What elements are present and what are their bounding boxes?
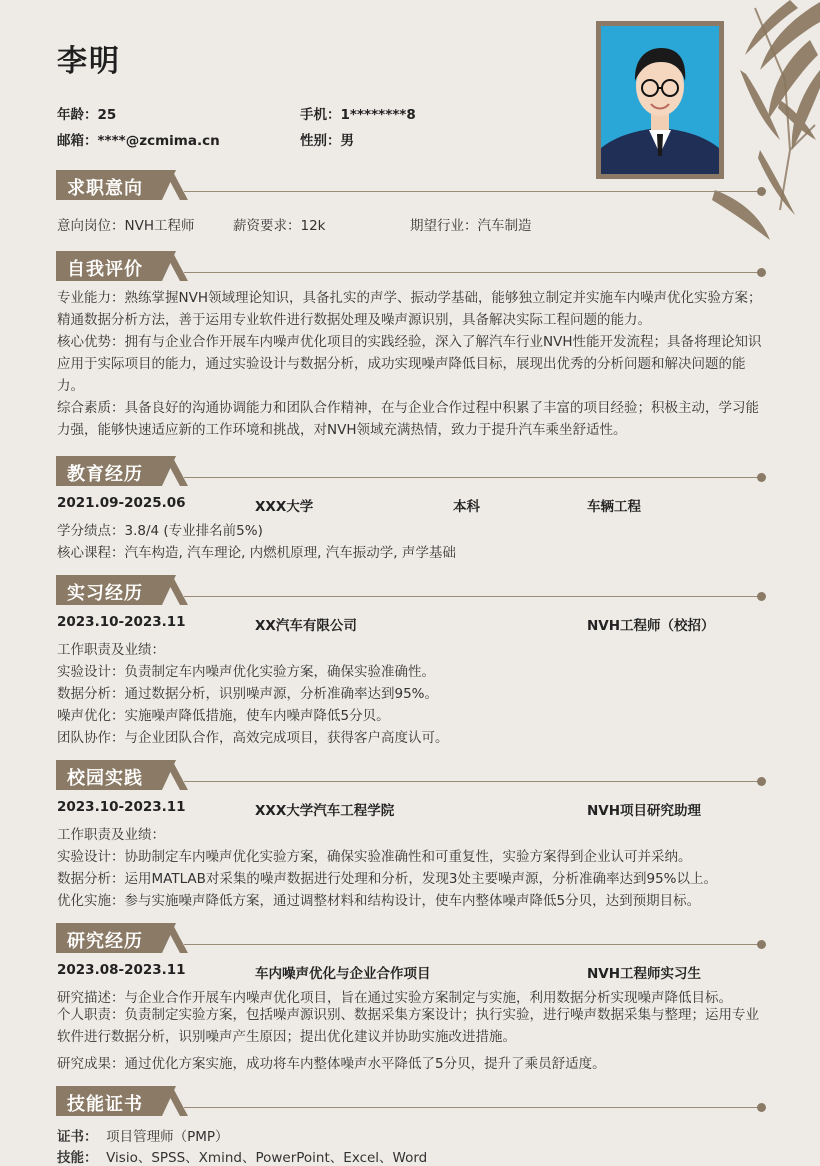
intern-company: XX汽车有限公司 (255, 618, 357, 634)
campus-line-1: 实验设计：协助制定车内噪声优化实验方案，确保实验准确性和可重复性，实验方案得到企业认可并采纳。 (57, 849, 692, 865)
section-dot (757, 1103, 766, 1112)
section-divider (184, 1107, 762, 1108)
section-education (56, 456, 766, 486)
profile-photo (601, 26, 719, 174)
section-divider (184, 191, 762, 192)
section-title: 自我评价 (67, 259, 143, 280)
section-title: 技能证书 (67, 1094, 143, 1115)
research-duty: 个人职责：负责制定实验方案，包括噪声源识别、数据采集方案设计；执行实验，进行噪声数据采集与整理；运用专业软件进行数据分析，识别噪声产生原因；提出优化建议并协助实施改进措施。 (57, 1007, 759, 1045)
gender-info: 性别：男 (300, 133, 354, 149)
section-internship (56, 575, 766, 605)
research-desc: 研究描述：与企业合作开展车内噪声优化项目，旨在通过实验方案制定与实施，利用数据分析实现噪声降低目标。 (57, 990, 732, 1006)
section-divider (184, 944, 762, 945)
section-divider (184, 781, 762, 782)
section-dot (757, 473, 766, 482)
campus-line-2: 数据分析：运用MATLAB对采集的噪声数据进行处理和分析，发现3处主要噪声源，分析准确率达到95%以上。 (57, 871, 718, 887)
section-title: 实习经历 (67, 583, 143, 604)
section-title: 求职意向 (67, 178, 143, 199)
section-dot (757, 940, 766, 949)
research-period: 2023.08-2023.11 (57, 962, 186, 978)
campus-org: XXX大学汽车工程学院 (255, 803, 395, 819)
intern-period: 2023.10-2023.11 (57, 614, 186, 630)
self-eval-professional: 专业能力：熟练掌握NVH领域理论知识，具备扎实的声学、振动学基础，能够独立制定并实施车内噪声优化实验方案；精通数据分析方法，善于运用专业软件进行数据处理及噪声源识别，具备解决实际工程问题的能力。 (57, 290, 762, 328)
intern-line-2: 数据分析：通过数据分析，识别噪声源，分析准确率达到95%。 (57, 686, 439, 702)
campus-role: NVH项目研究助理 (587, 803, 702, 819)
self-eval-quality: 综合素质：具备良好的沟通协调能力和团队合作精神，在与企业合作过程中积累了丰富的项目经验；积极主动，学习能力强，能够快速适应新的工作环境和挑战，对NVH领域充满热情，致力于提升汽车乘坐舒适性。 (57, 400, 759, 438)
campus-duty-title: 工作职责及业绩： (57, 827, 165, 843)
campus-line-3: 优化实施：参与实施噪声降低方案，通过调整材料和结构设计，使车内整体噪声降低5分贝，达到预期目标。 (57, 893, 701, 909)
edu-major: 车辆工程 (587, 499, 641, 515)
section-divider (184, 477, 762, 478)
self-eval-advantage: 核心优势：拥有与企业合作开展车内噪声优化项目的实践经验，深入了解汽车行业NVH性能开发流程；具备将理论知识应用于实际项目的能力，通过实验设计与数据分析，成功实现噪声降低目标，展现出优秀的分析问题和解决问题的能力。 (57, 334, 762, 394)
section-title: 研究经历 (67, 931, 143, 952)
edu-degree: 本科 (453, 499, 480, 515)
section-dot (757, 777, 766, 786)
section-campus-practice (56, 760, 766, 790)
section-skills (56, 1086, 766, 1116)
section-title: 教育经历 (67, 464, 143, 485)
edu-gpa: 学分绩点：3.8/4 (专业排名前5%) (57, 523, 263, 539)
intern-duty-title: 工作职责及业绩： (57, 642, 165, 658)
profile-photo-frame (596, 21, 724, 179)
section-title: 校园实践 (67, 768, 143, 789)
intent-salary: 薪资要求：12k (233, 218, 326, 234)
section-dot (757, 592, 766, 601)
intern-line-4: 团队协作：与企业团队合作，高效完成项目，获得客户高度认可。 (57, 730, 449, 746)
edu-courses: 核心课程：汽车构造, 汽车理论, 内燃机原理, 汽车振动学, 声学基础 (57, 545, 456, 561)
section-dot (757, 187, 766, 196)
section-job-intention (56, 170, 766, 200)
section-self-evaluation (56, 251, 766, 281)
person-name: 李明 (57, 44, 121, 79)
phone-info: 手机：1********8 (300, 107, 416, 123)
skills-software: 技能： Visio、SPSS、Xmind、PowerPoint、Excel、Word (57, 1150, 428, 1166)
section-divider (184, 272, 762, 273)
intern-line-1: 实验设计：负责制定车内噪声优化实验方案，确保实验准确性。 (57, 664, 435, 680)
edu-school: XXX大学 (255, 499, 314, 515)
research-project: 车内噪声优化与企业合作项目 (255, 966, 431, 982)
age-info: 年龄：25 (57, 107, 117, 123)
intern-line-3: 噪声优化：实施噪声降低措施，使车内噪声降低5分贝。 (57, 708, 390, 724)
intent-position: 意向岗位：NVH工程师 (57, 218, 195, 234)
intern-role: NVH工程师（校招） (587, 618, 715, 634)
section-dot (757, 268, 766, 277)
intent-industry: 期望行业：汽车制造 (410, 218, 532, 234)
section-divider (184, 596, 762, 597)
edu-period: 2021.09-2025.06 (57, 495, 186, 511)
research-role: NVH工程师实习生 (587, 966, 702, 982)
skills-cert: 证书： 项目管理师（PMP） (57, 1129, 229, 1145)
campus-period: 2023.10-2023.11 (57, 799, 186, 815)
email-info: 邮箱：****@zcmima.cn (57, 133, 220, 149)
section-research (56, 923, 766, 953)
research-result: 研究成果：通过优化方案实施，成功将车内整体噪声水平降低了5分贝，提升了乘员舒适度。 (57, 1056, 606, 1072)
